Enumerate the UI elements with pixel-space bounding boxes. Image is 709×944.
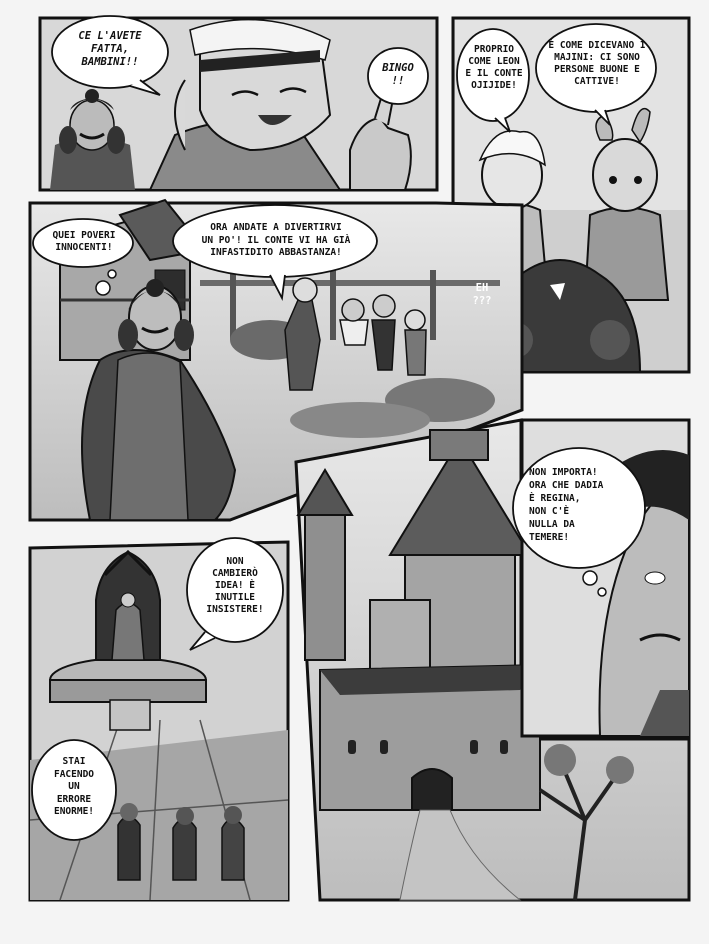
bubble-p1-bingo: BINGO !! [382, 62, 414, 87]
bubble-p1-kids: CE L'AVETE FATTA, BAMBINI!! [78, 30, 142, 68]
bubble-p3-play: ORA ANDATE A DIVERTIRVI UN PO'! IL CONTE VI HA GIÀ INFASTIDITO ABBASTANZA! [201, 222, 351, 258]
bubble-p4-refuse: NON CAMBIERÒ IDEA! È INUTILE INSISTERE! [206, 556, 264, 615]
bubble-p2-majini: È COME DICEVANO I MAJINI: CI SONO PERSONE BUONE E CATTIVE! [548, 40, 646, 87]
three-visitors [118, 803, 244, 880]
bubble-p6-queen: NON IMPORTA! ORA CHE DADIA È REGINA, NON C'È NULLA DA TEMERE! [529, 467, 604, 543]
bubble-p4-mistake: STAI FACENDO UN ERRORE ENORME! [53, 756, 95, 817]
bubble-p2-eh: EH ??? [472, 282, 492, 307]
bubble-p3-innocents: QUEI POVERI INNOCENTI! [52, 230, 116, 253]
bubble-p2-leon: PROPRIO COME LEON E IL CONTE OJIJIDE! [465, 44, 523, 91]
